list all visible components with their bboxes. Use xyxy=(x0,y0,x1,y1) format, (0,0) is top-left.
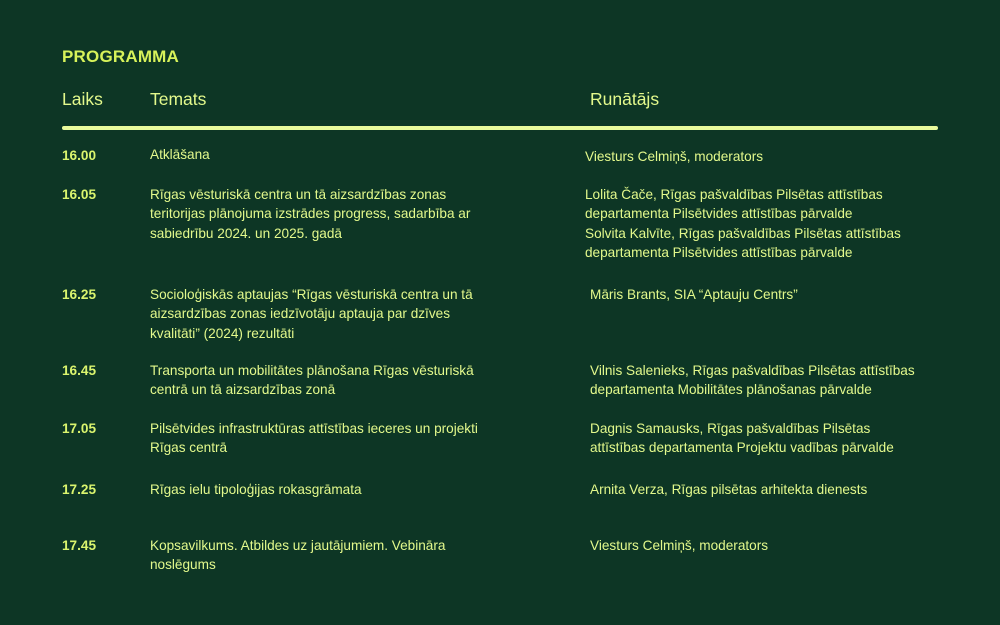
topic-line: centrā un tā aizsardzības zonā xyxy=(150,382,336,398)
header-divider xyxy=(62,126,938,130)
program-row-topic xyxy=(150,185,470,243)
speaker-line: departamenta Mobilitātes plānošanas pārvalde xyxy=(590,382,872,398)
speaker-line: Vilnis Salenieks, Rīgas pašvaldības Pilsētas attīstības xyxy=(590,363,915,378)
topic-line: Rīgas vēsturiskā centra un tā aizsardzības zonas xyxy=(150,187,447,202)
speaker-line: attīstības departamenta Projektu vadības pārvalde xyxy=(590,440,894,456)
program-row-topic xyxy=(150,361,474,400)
speaker-line: Dagnis Samausks, Rīgas pašvaldības Pilsētas xyxy=(590,421,871,436)
program-row-topic xyxy=(150,145,210,164)
speaker-line: departamenta Pilsētvides attīstības pārvalde xyxy=(585,206,853,222)
header-speaker: Runātājs xyxy=(590,89,660,109)
speaker-line: Māris Brants, SIA “Aptauju Centrs” xyxy=(590,287,798,302)
speaker-line: Lolita Čače, Rīgas pašvaldības Pilsētas attīstības xyxy=(585,187,883,202)
program-row-speaker xyxy=(590,419,894,458)
speaker-line: Viesturs Celmiņš, moderators xyxy=(590,538,769,553)
program-row-speaker xyxy=(590,536,768,555)
program-row-time: 17.45 xyxy=(62,538,97,553)
topic-line: Pilsētvides infrastruktūras attīstības ieceres un projekti xyxy=(150,421,478,436)
header-topic: Temats xyxy=(150,89,207,109)
topic-line: teritorijas plānojuma izstrādes progress, sadarbība ar xyxy=(150,206,471,222)
header-time: Laiks xyxy=(62,89,103,109)
program-row-topic xyxy=(150,285,473,343)
topic-line: Transporta un mobilitātes plānošana Rīgas vēsturiskā xyxy=(150,363,474,378)
program-row-speaker xyxy=(590,285,798,304)
page-title: PROGRAMMA xyxy=(62,47,180,66)
program-row-topic xyxy=(150,480,362,499)
speaker-line: Viesturs Celmiņš, moderators xyxy=(585,149,764,164)
program-row-time: 16.45 xyxy=(62,363,97,378)
speaker-line: Solvita Kalvīte, Rīgas pašvaldības Pilsētas attīstības xyxy=(585,225,901,241)
speaker-line: Arnita Verza, Rīgas pilsētas arhitekta dienests xyxy=(590,482,868,497)
topic-line: Kopsavilkums. Atbildes uz jautājumiem. Vebināra xyxy=(150,538,446,553)
program-row-time: 16.05 xyxy=(62,187,97,202)
topic-line: sabiedrību 2024. un 2025. gadā xyxy=(150,225,342,241)
program-row-topic xyxy=(150,419,478,458)
program-row-topic xyxy=(150,536,445,575)
topic-line: Atklāšana xyxy=(150,147,210,162)
program-row-time: 16.00 xyxy=(62,148,97,163)
topic-line: noslēgums xyxy=(150,557,216,573)
program-row-time: 16.25 xyxy=(62,287,97,302)
topic-line: Rīgas centrā xyxy=(150,440,228,456)
speaker-line: departamenta Pilsētvides attīstības pārvalde xyxy=(585,245,853,261)
topic-line: aizsardzības zonas iedzīvotāju aptauja par dzīves xyxy=(150,306,450,322)
program-row-time: 17.25 xyxy=(62,482,97,497)
topic-line: Socioloģiskās aptaujas “Rīgas vēsturiskā centra un tā xyxy=(150,287,473,302)
program-row-speaker xyxy=(590,480,867,499)
topic-line: kvalitāti” (2024) rezultāti xyxy=(150,325,295,341)
program-row-speaker xyxy=(585,147,763,166)
program-row-speaker xyxy=(585,185,901,263)
topic-line: Rīgas ielu tipoloģijas rokasgrāmata xyxy=(150,482,362,497)
program-row-time: 17.05 xyxy=(62,421,97,436)
program-row-speaker xyxy=(590,361,915,400)
